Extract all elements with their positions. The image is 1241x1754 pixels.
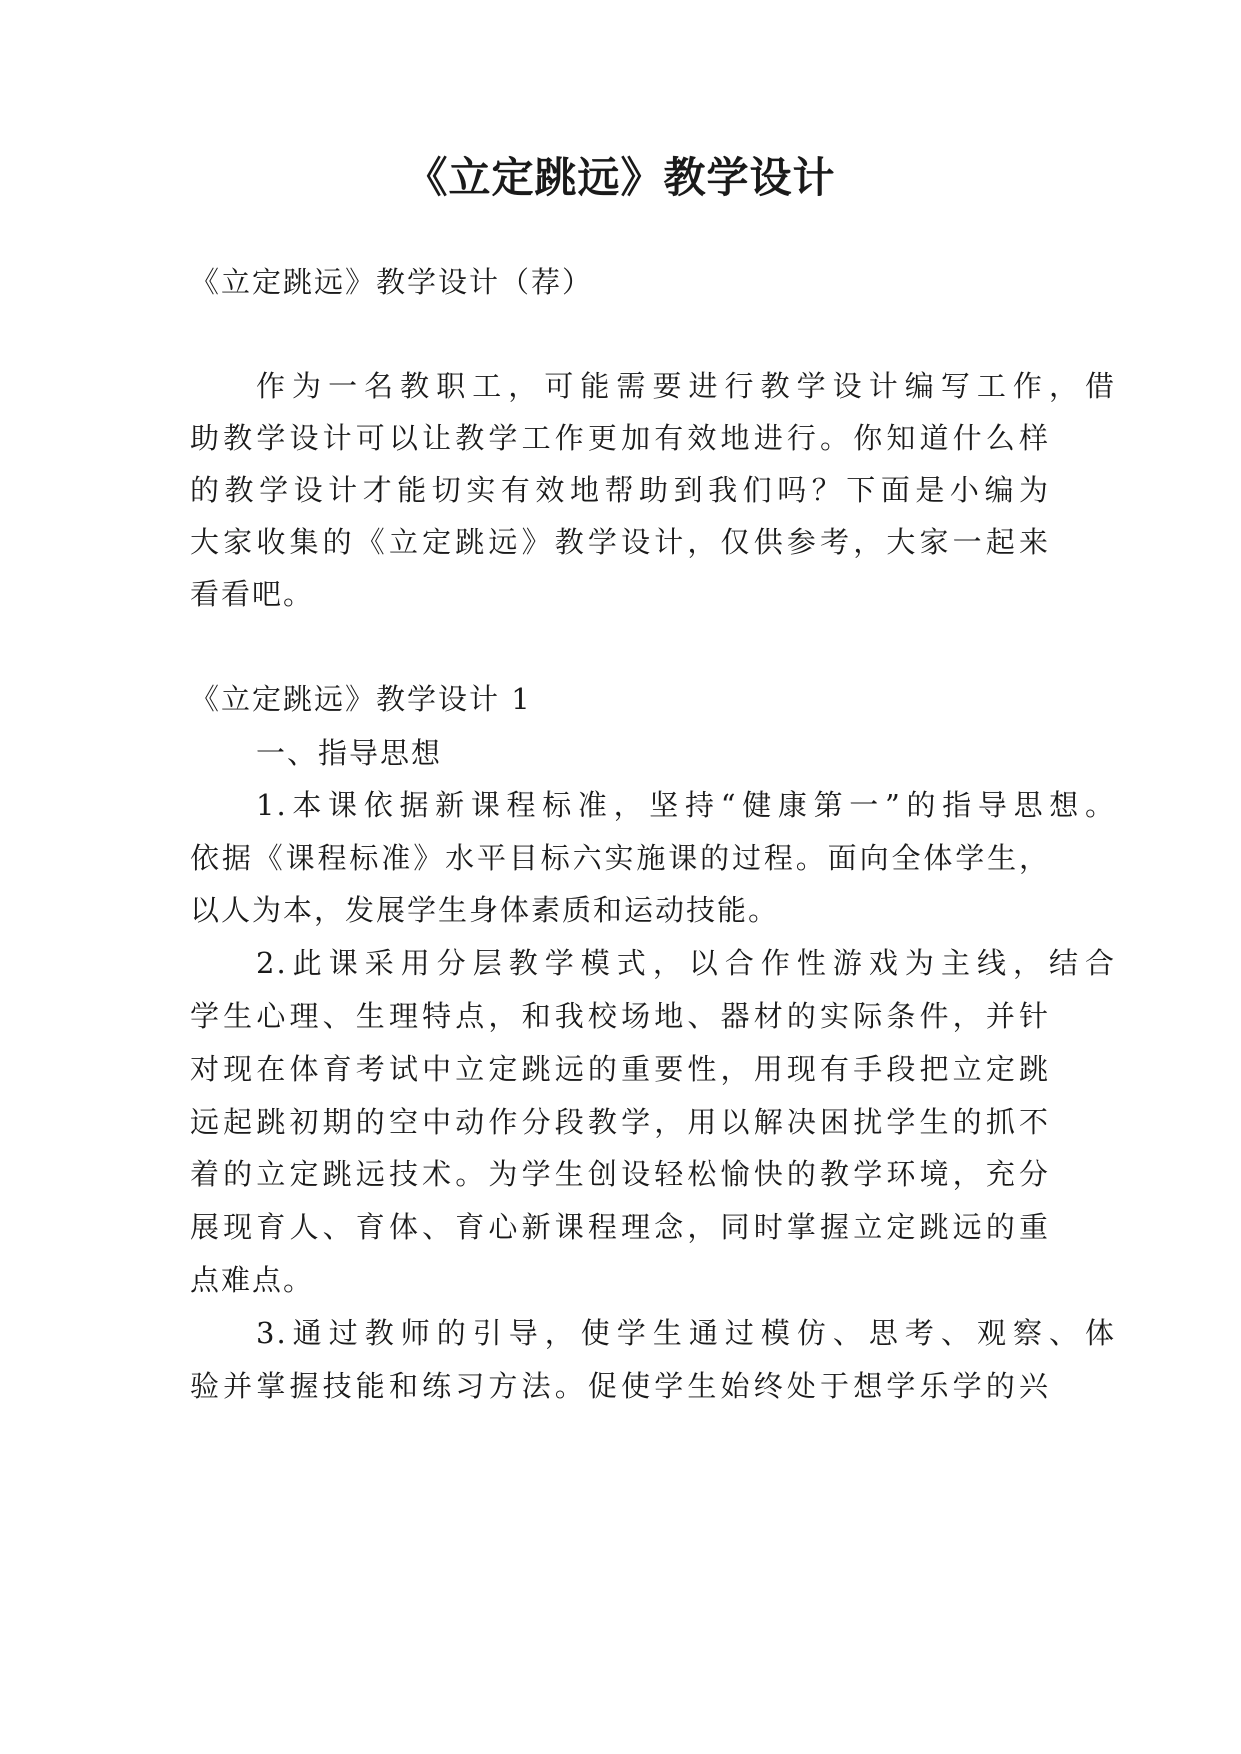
document-title: 《立定跳远》教学设计: [405, 153, 836, 202]
para-3-line-2: 验并掌握技能和练习方法。促使学生始终处于想学乐学的兴: [190, 1369, 1050, 1403]
para-3-line-1: 3.通过教师的引导，使学生通过模仿、思考、观察、体: [256, 1316, 1116, 1350]
heading-guiding-thought: 一、指导思想: [256, 736, 443, 770]
para-2-line-7: 点难点。: [190, 1263, 315, 1297]
intro-line-3: 的教学设计才能切实有效地帮助到我们吗？下面是小编为: [190, 473, 1050, 507]
para-1-line-2: 依据《课程标准》水平目标六实施课的过程。面向全体学生，: [190, 841, 1050, 875]
intro-line-2: 助教学设计可以让教学工作更加有效地进行。你知道什么样: [190, 421, 1050, 455]
para-2-line-5: 着的立定跳远技术。为学生创设轻松愉快的教学环境，充分: [190, 1157, 1050, 1191]
para-1-line-3: 以人为本，发展学生身体素质和运动技能。: [190, 893, 780, 927]
para-2-line-4: 远起跳初期的空中动作分段教学，用以解决困扰学生的抓不: [190, 1105, 1050, 1139]
section-title: 《立定跳远》教学设计 1: [190, 682, 532, 716]
para-2-line-3: 对现在体育考试中立定跳远的重要性，用现有手段把立定跳: [190, 1052, 1050, 1086]
para-1-line-1: 1.本课依据新课程标准，坚持“健康第一”的指导思想。: [256, 788, 1116, 822]
intro-line-1: 作为一名教职工，可能需要进行教学设计编写工作，借: [256, 369, 1116, 403]
document-subtitle: 《立定跳远》教学设计（荐）: [190, 265, 594, 299]
para-2-line-6: 展现育人、育体、育心新课程理念，同时掌握立定跳远的重: [190, 1210, 1050, 1244]
para-2-line-1: 2.此课采用分层教学模式，以合作性游戏为主线，结合: [256, 946, 1116, 980]
intro-line-5: 看看吧。: [190, 577, 315, 611]
intro-line-4: 大家收集的《立定跳远》教学设计，仅供参考，大家一起来: [190, 525, 1050, 559]
para-2-line-2: 学生心理、生理特点，和我校场地、器材的实际条件，并针: [190, 999, 1050, 1033]
